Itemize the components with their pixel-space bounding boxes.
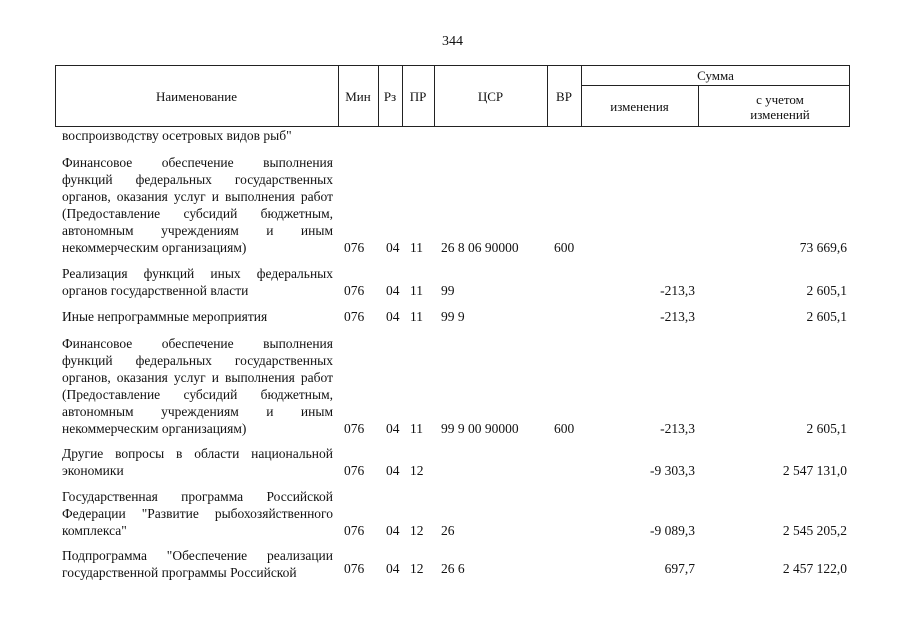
row-vr: 600 xyxy=(554,240,575,255)
row-name: воспроизводству осетровых видов рыб" xyxy=(62,128,292,143)
row-changes: -9 089,3 xyxy=(650,523,695,538)
row-pr: 12 xyxy=(410,561,424,576)
row-min: 076 xyxy=(344,283,365,298)
row-name: Финансовое обеспечение выполнения функций федеральных государственных органов, оказания услуг и выполнения работ (Предоставление субсидий бюджетным, автономным учреждениям и иным некоммерческим организациям) xyxy=(62,155,333,255)
row-name: Иные непрограммные мероприятия xyxy=(62,309,268,324)
page-number: 344 xyxy=(442,34,463,49)
row-csr: 99 xyxy=(441,283,455,298)
row-min: 076 xyxy=(344,561,365,576)
row-pr: 12 xyxy=(410,523,424,538)
row-rz: 04 xyxy=(386,309,400,324)
header-pr: ПР xyxy=(409,89,427,104)
row-vr: 600 xyxy=(554,421,575,436)
row-total: 2 545 205,2 xyxy=(782,523,847,538)
header-csr: ЦСР xyxy=(477,89,504,104)
row-min: 076 xyxy=(344,240,365,255)
row-csr: 99 9 00 90000 xyxy=(441,421,519,436)
row-rz: 04 xyxy=(386,283,400,298)
row-name: Финансовое обеспечение выполнения функций федеральных государственных органов, оказания услуг и выполнения работ (Предоставление субсидий бюджетным, автономным учреждениям и иным некоммерческим организациям) xyxy=(62,336,333,436)
row-csr: 99 9 xyxy=(441,309,465,324)
row-csr: 26 8 06 90000 xyxy=(441,240,519,255)
row-pr: 11 xyxy=(410,309,423,324)
row-csr: 26 6 xyxy=(441,561,465,576)
row-min: 076 xyxy=(344,463,365,478)
row-rz: 04 xyxy=(386,421,400,436)
header-name: Наименование xyxy=(156,89,237,104)
row-rz: 04 xyxy=(386,240,400,255)
row-total: 2 547 131,0 xyxy=(782,463,847,478)
row-total: 2 457 122,0 xyxy=(782,561,847,576)
header-vr: ВР xyxy=(556,89,572,104)
row-rz: 04 xyxy=(386,561,400,576)
row-total: 2 605,1 xyxy=(806,309,847,324)
row-changes: -213,3 xyxy=(660,283,695,298)
row-pr: 12 xyxy=(410,463,424,478)
row-pr: 11 xyxy=(410,421,423,436)
row-changes: -213,3 xyxy=(660,421,695,436)
row-name: Другие вопросы в области национальной экономики xyxy=(62,446,333,478)
row-pr: 11 xyxy=(410,240,423,255)
row-pr: 11 xyxy=(410,283,423,298)
row-total: 2 605,1 xyxy=(806,283,847,298)
header-rz: Рз xyxy=(383,89,397,104)
header-min: Мин xyxy=(345,89,371,104)
row-changes: -213,3 xyxy=(660,309,695,324)
row-csr: 26 xyxy=(441,523,455,538)
row-name: Государственная программа Российской Федерации "Развитие рыбохозяйственного комплекса" xyxy=(62,489,333,538)
row-min: 076 xyxy=(344,523,365,538)
table-header xyxy=(55,65,850,127)
row-total: 2 605,1 xyxy=(806,421,847,436)
row-rz: 04 xyxy=(386,463,400,478)
row-min: 076 xyxy=(344,309,365,324)
row-min: 076 xyxy=(344,421,365,436)
header-changes: изменения xyxy=(610,99,669,114)
row-changes: -9 303,3 xyxy=(650,463,695,478)
row-total: 73 669,6 xyxy=(799,240,847,255)
header-with-changes: с учетом изменений xyxy=(750,92,810,122)
row-name: Реализация функций иных федеральных органов государственной власти xyxy=(62,266,333,298)
header-sum: Сумма xyxy=(697,68,734,83)
row-changes: 697,7 xyxy=(664,561,695,576)
row-name: Подпрограмма "Обеспечение реализации государственной программы Российской xyxy=(62,548,333,580)
row-rz: 04 xyxy=(386,523,400,538)
